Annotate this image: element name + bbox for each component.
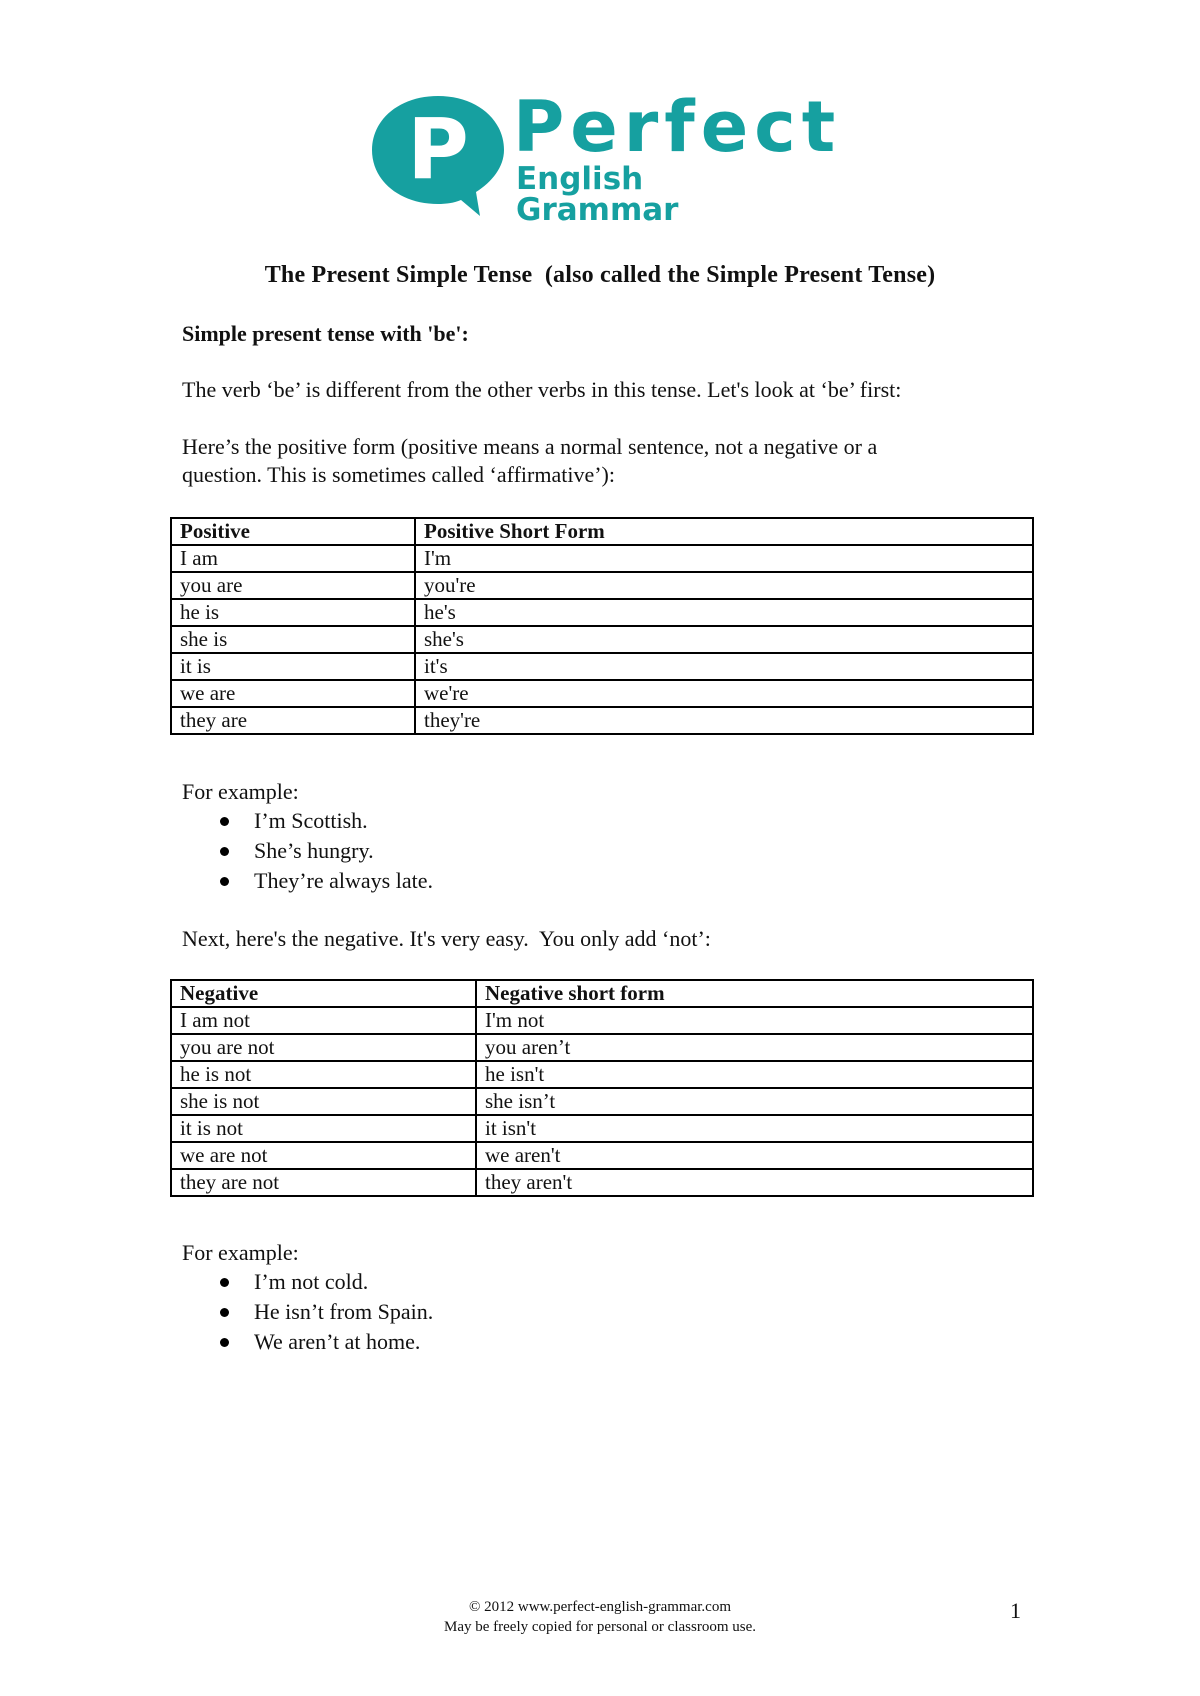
list-item [182,1297,433,1327]
perfect-english-grammar-logo [368,86,842,228]
intro-paragraph: The verb ‘be’ is different from the other verbs in this tense. Let's look at ‘be’ first: [182,377,902,402]
table-row [171,572,1033,599]
list-item-text: She’s hungry. [254,838,374,863]
table-cell: I'm [415,545,1033,572]
list-item [182,866,433,896]
page-title: The Present Simple Tense (also called the Simple Present Tense) [264,262,936,288]
list-item-text: They’re always late. [254,868,433,893]
table-row [171,680,1033,707]
table-cell: I am [171,545,415,572]
list-item-text: He isn’t from Spain. [254,1299,434,1324]
table-cell: you aren’t [476,1034,1033,1061]
bullet-icon [220,847,229,856]
table-row [171,1061,1033,1088]
table-row [171,1007,1033,1034]
bullet-icon [220,1308,229,1317]
table-header-cell: Positive Short Form [415,518,1033,545]
table-cell: they are not [171,1169,476,1196]
table-cell: we aren't [476,1142,1033,1169]
table-header-cell: Negative short form [476,980,1033,1007]
table-cell: he isn't [476,1061,1033,1088]
negative-intro-paragraph: Next, here's the negative. It's very easy. You only add ‘not’: [182,926,711,951]
svg-text:P: P [407,100,469,198]
negative-form-table [170,979,1034,1197]
table-cell: I'm not [476,1007,1033,1034]
list-item-text: I’m not cold. [254,1269,369,1294]
table-cell: he's [415,599,1033,626]
table-row [171,1115,1033,1142]
table-row [171,1142,1033,1169]
positive-intro-line-2: question. This is sometimes called ‘affirmative’): [182,462,615,487]
table-cell: they are [171,707,415,734]
list-item [182,1327,433,1357]
table-header-cell: Positive [171,518,415,545]
table-cell: you are [171,572,415,599]
table-header-row [171,980,1033,1007]
list-item [182,806,433,836]
table-cell: it's [415,653,1033,680]
table-header-row [171,518,1033,545]
table-cell: it isn't [476,1115,1033,1142]
table-cell: she isn’t [476,1088,1033,1115]
table-row [171,1034,1033,1061]
table-cell: she is not [171,1088,476,1115]
positive-examples-list [182,806,433,896]
logo-wordmark-perfect: Perfect [513,86,842,168]
table-row [171,707,1033,734]
table-cell: he is [171,599,415,626]
bullet-icon [220,877,229,886]
table-row [171,626,1033,653]
example-label: For example: [182,779,299,804]
table-cell: it is not [171,1115,476,1142]
section-heading: Simple present tense with 'be': [182,321,469,346]
table-cell: you're [415,572,1033,599]
table-cell: we are not [171,1142,476,1169]
table-cell: she is [171,626,415,653]
list-item [182,1267,433,1297]
bullet-icon [220,1338,229,1347]
table-cell: I am not [171,1007,476,1034]
positive-intro-line-1: Here’s the positive form (positive means a normal sentence, not a negative or a [182,434,878,459]
table-cell: they're [415,707,1033,734]
negative-examples-list [182,1267,433,1357]
table-header-cell: Negative [171,980,476,1007]
speech-bubble-logo-icon [368,92,508,222]
list-item [182,836,433,866]
positive-form-table [170,517,1034,735]
table-cell: it is [171,653,415,680]
copyright-line: © 2012 www.perfect-english-grammar.com [468,1599,731,1615]
table-cell: she's [415,626,1033,653]
usage-note: May be freely copied for personal or classroom use. [444,1619,756,1635]
bullet-icon [220,817,229,826]
table-row [171,599,1033,626]
table-row [171,545,1033,572]
example-label: For example: [182,1240,299,1265]
table-row [171,1088,1033,1115]
table-cell: they aren't [476,1169,1033,1196]
table-cell: we're [415,680,1033,707]
list-item-text: We aren’t at home. [254,1329,421,1354]
table-cell: he is not [171,1061,476,1088]
table-row [171,653,1033,680]
list-item-text: I’m Scottish. [254,808,368,833]
page-number: 1 [1010,1598,1021,1623]
table-row [171,1169,1033,1196]
bullet-icon [220,1278,229,1287]
table-cell: you are not [171,1034,476,1061]
table-cell: we are [171,680,415,707]
logo-wordmark-english-grammar: English Grammar [516,161,679,228]
